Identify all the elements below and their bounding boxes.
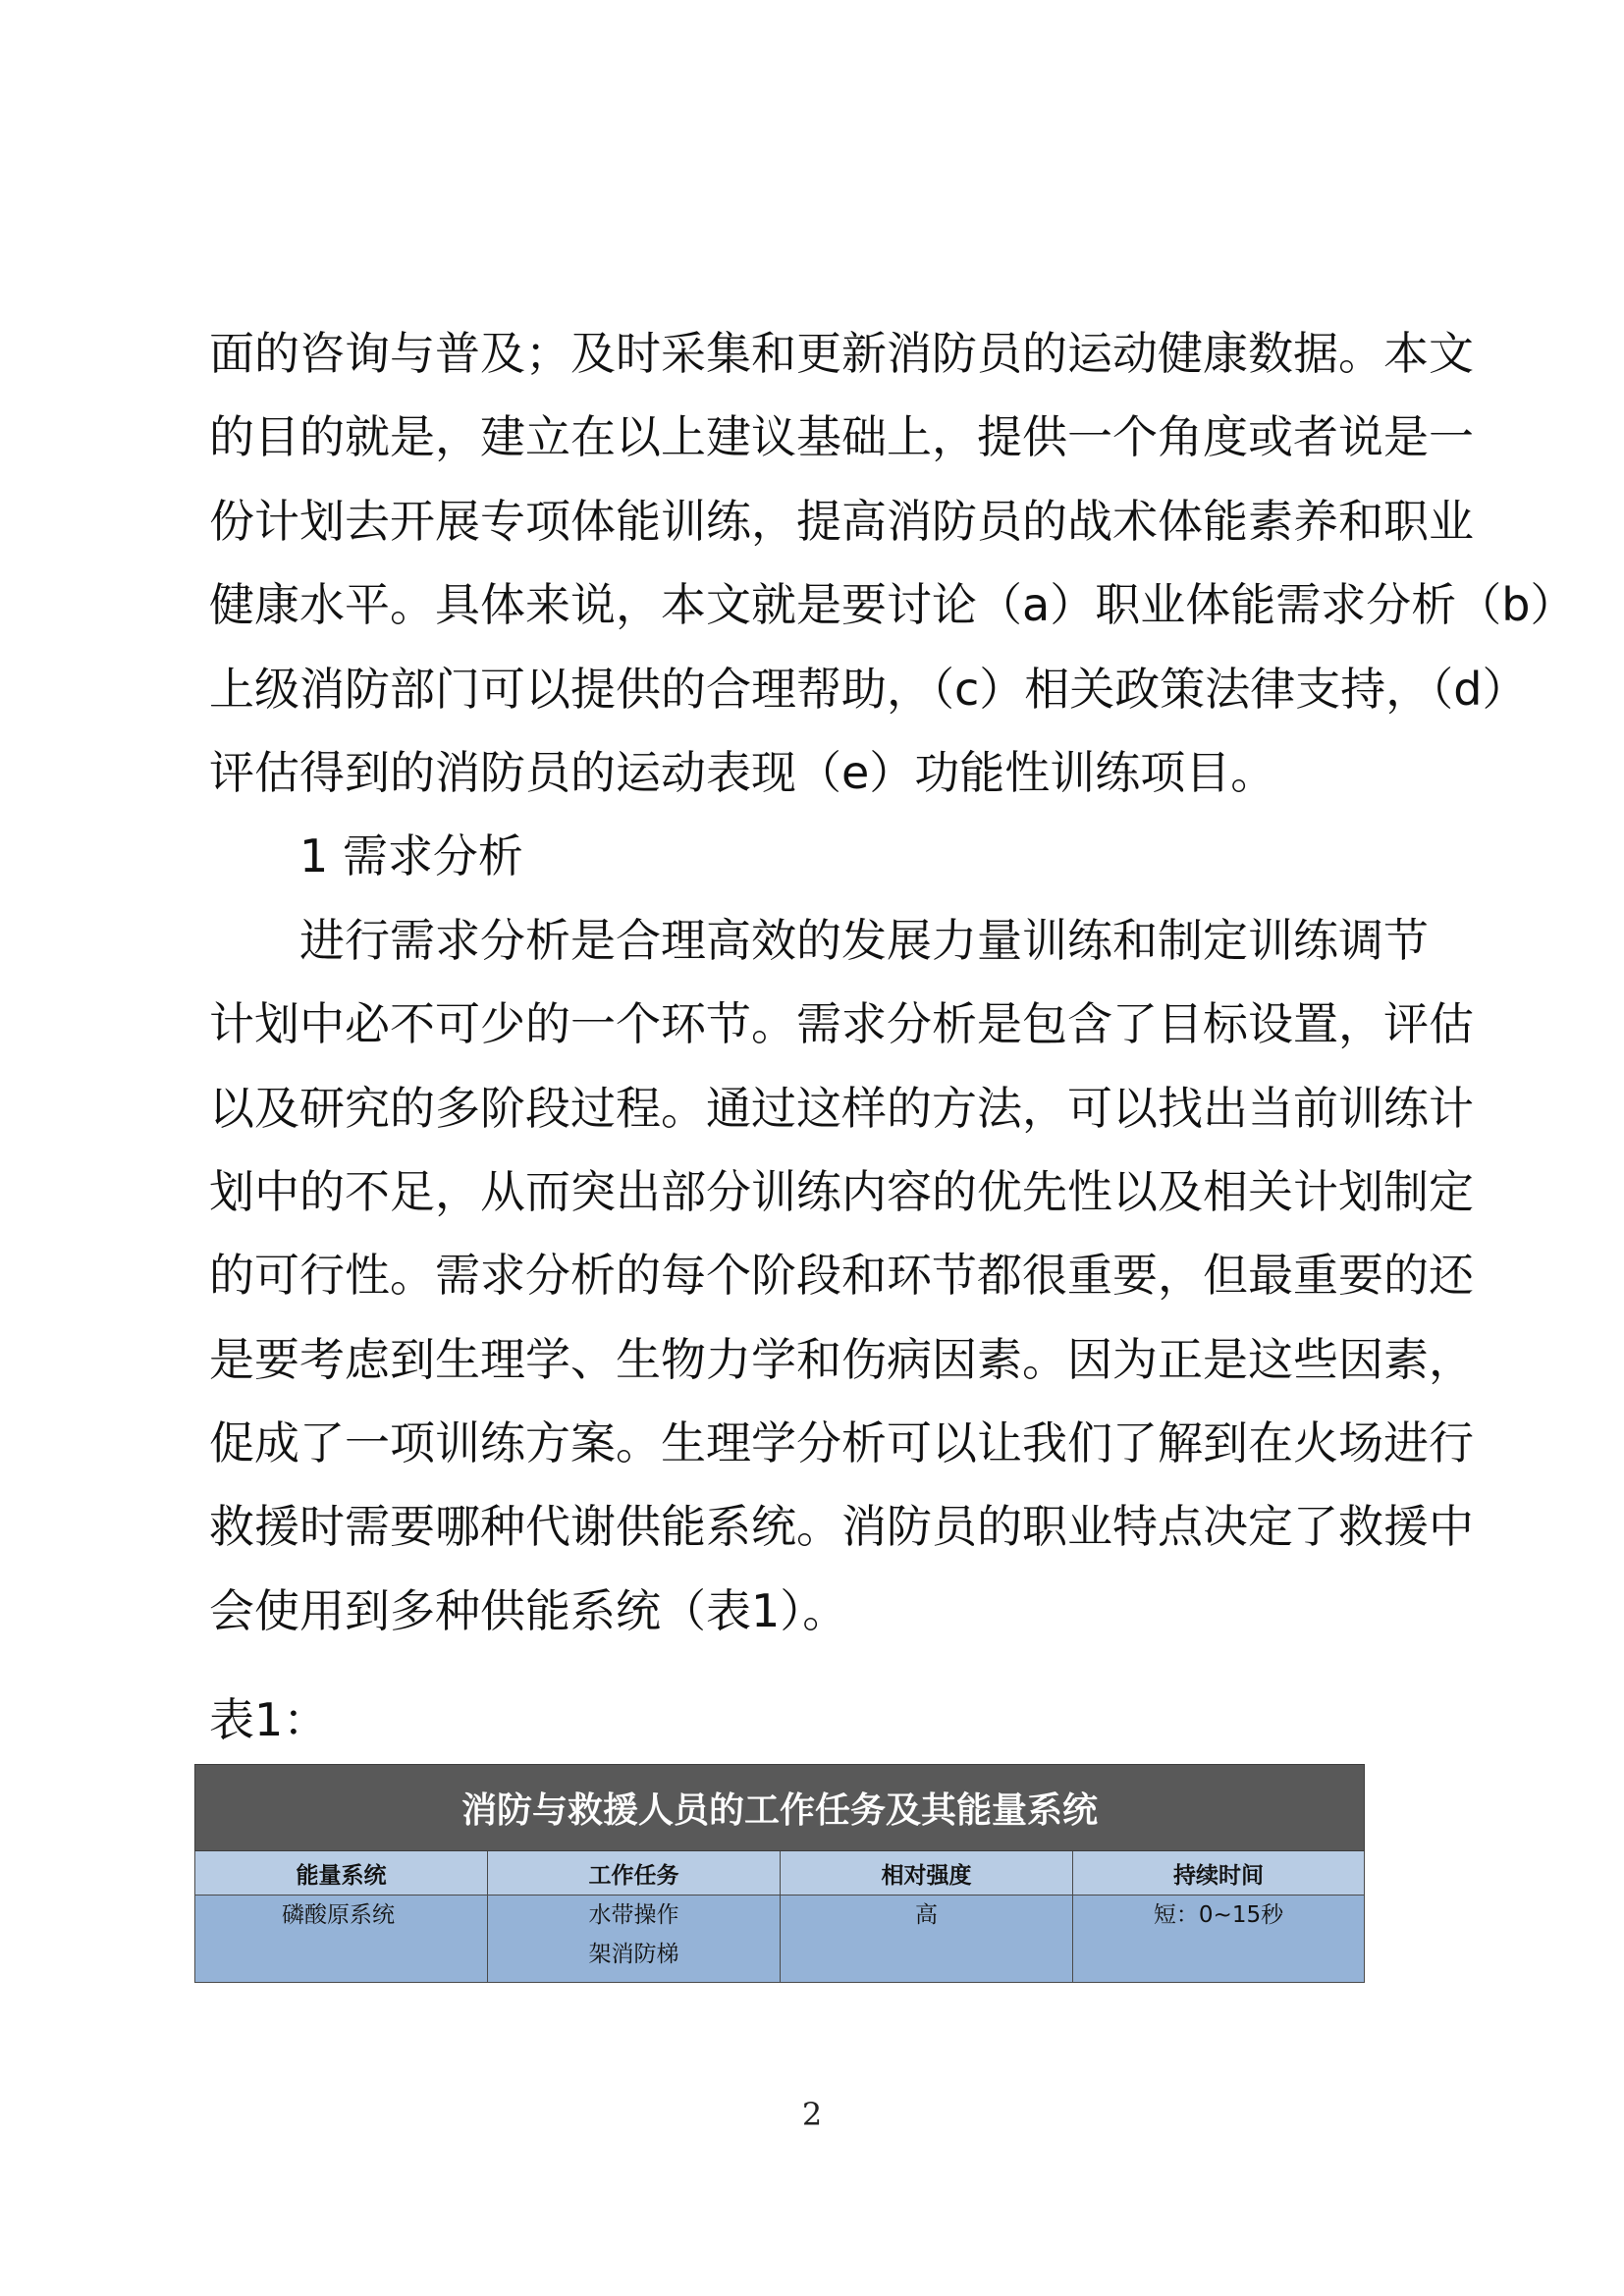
table-title-row [195,1765,1365,1851]
cell-energy-system [195,1896,488,1983]
cell-text: 短：0~15秒 [1153,1902,1284,1928]
cell-text: 水带操作 [588,1902,679,1928]
table-row [195,1896,1365,1983]
column-header-energy-system: 能量系统 [195,1851,488,1896]
cell-text: 高 [915,1902,938,1928]
body-line: 份计划去开展专项体能训练，提高消防员的战术体能素养和职业 [209,494,1474,548]
body-line: 上级消防部门可以提供的合理帮助，（c）相关政策法律支持，（d） [209,662,1528,716]
section-line: 划中的不足，从而突出部分训练内容的优先性以及相关计划制定 [209,1164,1474,1218]
section-line: 是要考虑到生理学、生物力学和伤病因素。因为正是这些因素， [209,1332,1474,1386]
table-header-row [195,1851,1365,1896]
energy-system-table [194,1764,1365,1983]
cell-tasks [488,1896,781,1983]
cell-intensity [781,1896,1073,1983]
section-line: 促成了一项训练方案。生理学分析可以让我们了解到在火场进行 [209,1416,1474,1470]
cell-text: 架消防梯 [588,1942,679,1967]
section-line: 计划中必不可少的一个环节。需求分析是包含了目标设置，评估 [209,997,1474,1051]
section-heading: 1 需求分析 [299,829,523,883]
section-line: 进行需求分析是合理高效的发展力量训练和制定训练调节 [299,913,1429,967]
body-line: 健康水平。具体来说，本文就是要讨论（a）职业体能需求分析（b） [209,578,1576,632]
body-line: 的目的就是，建立在以上建议基础上，提供一个角度或者说是一 [209,410,1474,464]
section-line: 会使用到多种供能系统（表1）。 [209,1583,848,1637]
body-line: 面的咨询与普及；及时采集和更新消防员的运动健康数据。本文 [209,327,1474,380]
page-number: 2 [801,2096,823,2133]
column-header-intensity: 相对强度 [781,1851,1073,1896]
cell-text: 磷酸原系统 [282,1902,395,1928]
section-line: 救援时需要哪种代谢供能系统。消防员的职业特点决定了救援中 [209,1500,1474,1554]
table-caption: 表1： [209,1693,329,1746]
cell-duration [1073,1896,1365,1983]
column-header-tasks: 工作任务 [488,1851,781,1896]
body-line: 评估得到的消防员的运动表现（e）功能性训练项目。 [209,745,1276,799]
table-title: 消防与救援人员的工作任务及其能量系统 [195,1765,1365,1851]
section-line: 以及研究的多阶段过程。通过这样的方法，可以找出当前训练计 [209,1081,1474,1135]
body-text [209,312,1576,1653]
section-line: 的可行性。需求分析的每个阶段和环节都很重要，但最重要的还 [209,1249,1474,1303]
column-header-duration: 持续时间 [1073,1851,1365,1896]
